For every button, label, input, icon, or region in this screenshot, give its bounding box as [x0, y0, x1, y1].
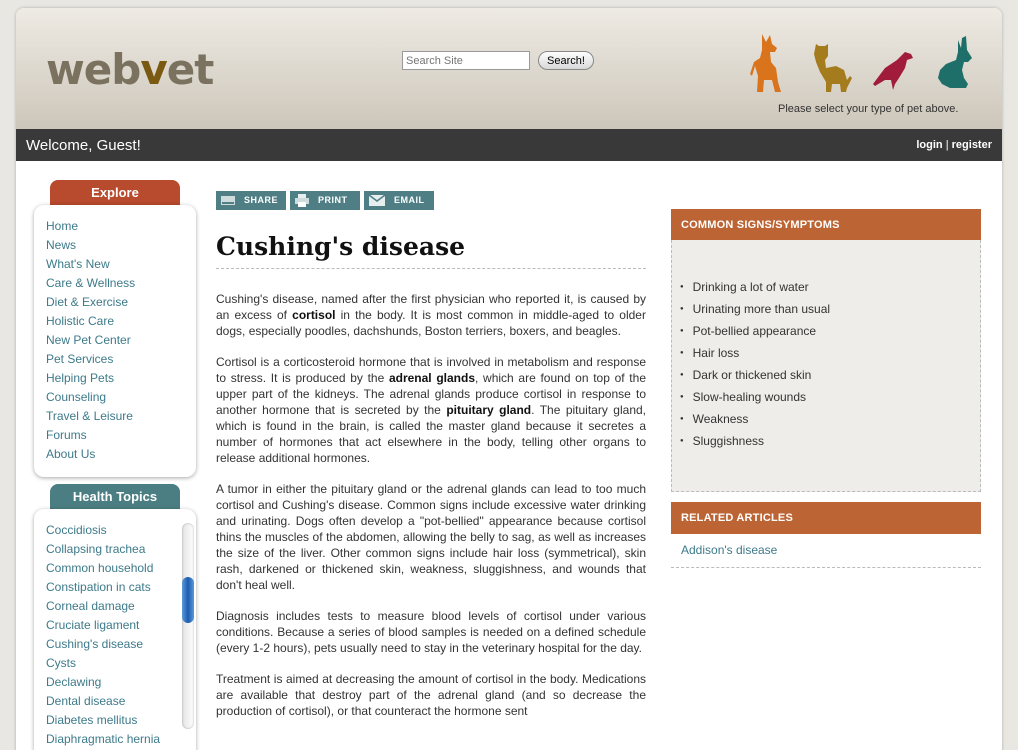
- explore-item[interactable]: [46, 426, 196, 445]
- health-topic-link[interactable]: Cysts: [46, 656, 76, 670]
- symptom-item: ● Pot-bellied appearance: [680, 320, 980, 342]
- health-topic-link[interactable]: Diabetes mellitus: [46, 713, 138, 727]
- explore-link-about-us[interactable]: About Us: [46, 447, 96, 461]
- health-topic-item[interactable]: [46, 635, 196, 654]
- auth-links: [916, 139, 992, 151]
- print-button[interactable]: PRINT: [290, 191, 360, 210]
- symptoms-box: [671, 240, 981, 492]
- health-topic-item[interactable]: [46, 692, 196, 711]
- health-topic-link[interactable]: Dental disease: [46, 694, 126, 708]
- symptom-item: ● Sluggishness: [680, 430, 980, 452]
- health-topic-item[interactable]: [46, 654, 196, 673]
- health-topic-link[interactable]: Diaphragmatic hernia: [46, 732, 161, 746]
- auth-separator: |: [945, 139, 949, 151]
- article-paragraph: Cortisol is a corticosteroid hormone that is involved in metabolism and response to stress. It is produced by the adrenal glands, which are found on top of the upper part of the kidneys. The adrenal glands produce cortisol in response to another hormone that is secreted by the pituitary gland. The pituitary gland, which is found in the brain, is called the master gland because it secretes a number of hormones that act elsewhere in the body, telling other organs to release additional hormones.: [216, 355, 647, 465]
- explore-item[interactable]: [46, 236, 196, 255]
- health-topic-item[interactable]: [46, 673, 196, 692]
- explore-link-counseling[interactable]: Counseling: [46, 390, 107, 404]
- explore-link-new-pet-center[interactable]: New Pet Center: [46, 333, 131, 347]
- article-title: Cushing's disease: [216, 232, 466, 261]
- symptom-item: ● Hair loss: [680, 342, 980, 364]
- explore-item[interactable]: [46, 217, 196, 236]
- explore-item[interactable]: [46, 331, 196, 350]
- explore-item[interactable]: [46, 407, 196, 426]
- symptom-item: ● Drinking a lot of water: [680, 276, 980, 298]
- health-topic-link[interactable]: Cushing's disease: [46, 637, 144, 651]
- health-topic-link[interactable]: Common household: [46, 561, 154, 575]
- symptom-item: ● Weakness: [680, 408, 980, 430]
- explore-item[interactable]: [46, 388, 196, 407]
- health-topic-item[interactable]: [46, 559, 196, 578]
- search-input[interactable]: [402, 51, 530, 70]
- explore-link-holistic-care[interactable]: Holistic Care: [46, 314, 115, 328]
- health-topic-item[interactable]: [46, 616, 196, 635]
- health-topic-link[interactable]: Declawing: [46, 675, 102, 689]
- explore-item[interactable]: [46, 350, 196, 369]
- article-paragraph: Diagnosis includes tests to measure blood levels of cortisol under various conditions. Because a series of blood samples is needed on a defined schedule (every 1-2 hours), pets usually need to stay in the veterinary hospital for the day.: [216, 609, 646, 655]
- title-divider: [216, 268, 646, 269]
- register-link[interactable]: register: [951, 139, 992, 151]
- related-divider: [671, 567, 981, 568]
- health-topic-item[interactable]: [46, 521, 196, 540]
- login-link[interactable]: login: [916, 139, 943, 151]
- health-topic-link[interactable]: Coccidiosis: [46, 523, 107, 537]
- explore-item[interactable]: [46, 293, 196, 312]
- pet-select-prompt: Please select your type of pet above.: [778, 103, 959, 115]
- share-button[interactable]: SHARE: [216, 191, 286, 210]
- explore-link-travel-leisure[interactable]: Travel & Leisure: [46, 409, 133, 423]
- health-topic-link[interactable]: Cruciate ligament: [46, 618, 140, 632]
- symptom-item: ● Slow-healing wounds: [680, 386, 980, 408]
- bird-icon[interactable]: [871, 32, 915, 94]
- page: [16, 8, 1002, 750]
- explore-link-pet-services[interactable]: Pet Services: [46, 352, 114, 366]
- share-icon: [221, 195, 235, 206]
- health-topic-item[interactable]: [46, 730, 196, 749]
- explore-link-helping-pets[interactable]: Helping Pets: [46, 371, 115, 385]
- explore-item[interactable]: [46, 274, 196, 293]
- welcome-message: Welcome, Guest!: [26, 137, 141, 154]
- explore-menu: [34, 205, 196, 477]
- explore-item[interactable]: [46, 312, 196, 331]
- explore-link-home[interactable]: Home: [46, 219, 79, 233]
- health-topic-item[interactable]: [46, 540, 196, 559]
- symptom-item: ● Urinating more than usual: [680, 298, 980, 320]
- explore-item[interactable]: [46, 255, 196, 274]
- cat-icon[interactable]: [812, 32, 854, 94]
- article-paragraph: A tumor in either the pituitary gland or the adrenal glands can lead to too much cortisol and Cushing's disease. Common signs include excessive water drinking and urinating. Dogs often develop a "pot-bellied" appearance because cortisol thins the muscles of the abdomen, allowing the belly to sag, as well as increases the size of the liver. Other common signs include hair loss (symmetrical), skin rash, darkened or thickened skin, weakness, sluggishness, and wounds that don't heal well.: [216, 482, 646, 592]
- explore-item[interactable]: [46, 445, 196, 464]
- user-bar: [16, 129, 1002, 161]
- scrollbar-thumb[interactable]: [182, 577, 194, 623]
- article-paragraph: Cushing's disease, named after the first physician who reported it, is caused by an excess of cortisol in the body. It is most common in middle-aged to older dogs, especially poodles, dachshunds, Boston terriers, boxers, and beagles.: [216, 292, 646, 338]
- health-topics-scrollbar[interactable]: [182, 523, 194, 729]
- explore-link-news[interactable]: News: [46, 238, 77, 252]
- rabbit-icon[interactable]: [936, 32, 976, 94]
- related-articles-header: RELATED ARTICLES: [671, 502, 981, 534]
- explore-link-diet-exercise[interactable]: Diet & Exercise: [46, 295, 129, 309]
- health-topic-link[interactable]: Corneal damage: [46, 599, 135, 613]
- explore-link-care-wellness[interactable]: Care & Wellness: [46, 276, 136, 290]
- article-body: [216, 291, 646, 734]
- envelope-icon: [369, 195, 385, 206]
- printer-icon: [295, 194, 309, 207]
- health-topic-item[interactable]: [46, 597, 196, 616]
- symptom-item: ● Dark or thickened skin: [680, 364, 980, 386]
- search-button[interactable]: Search!: [538, 51, 594, 70]
- explore-link-whats-new[interactable]: What's New: [46, 257, 110, 271]
- site-header: [16, 8, 1002, 129]
- related-article-link[interactable]: Addison's disease: [681, 543, 778, 557]
- health-topic-link[interactable]: Collapsing trachea: [46, 542, 146, 556]
- health-topic-link[interactable]: Constipation in cats: [46, 580, 151, 594]
- health-topics-header: Health Topics: [50, 484, 180, 510]
- health-topics-list: [34, 509, 196, 750]
- email-button[interactable]: EMAIL: [364, 191, 434, 210]
- explore-header: Explore: [50, 180, 180, 206]
- article-paragraph: Treatment is aimed at decreasing the amount of cortisol in the body. Medications are available that destroy part of the adrenal gland (and so decrease the production of cortisol), or that counteract the hormone sent: [216, 672, 646, 718]
- explore-item[interactable]: [46, 369, 196, 388]
- dog-icon[interactable]: [750, 32, 786, 94]
- health-topic-item[interactable]: [46, 711, 196, 730]
- symptoms-header: COMMON SIGNS/SYMPTOMS: [671, 209, 981, 241]
- health-topic-item[interactable]: [46, 578, 196, 597]
- webvet-logo[interactable]: webvet: [46, 45, 214, 94]
- explore-link-forums[interactable]: Forums: [46, 428, 87, 442]
